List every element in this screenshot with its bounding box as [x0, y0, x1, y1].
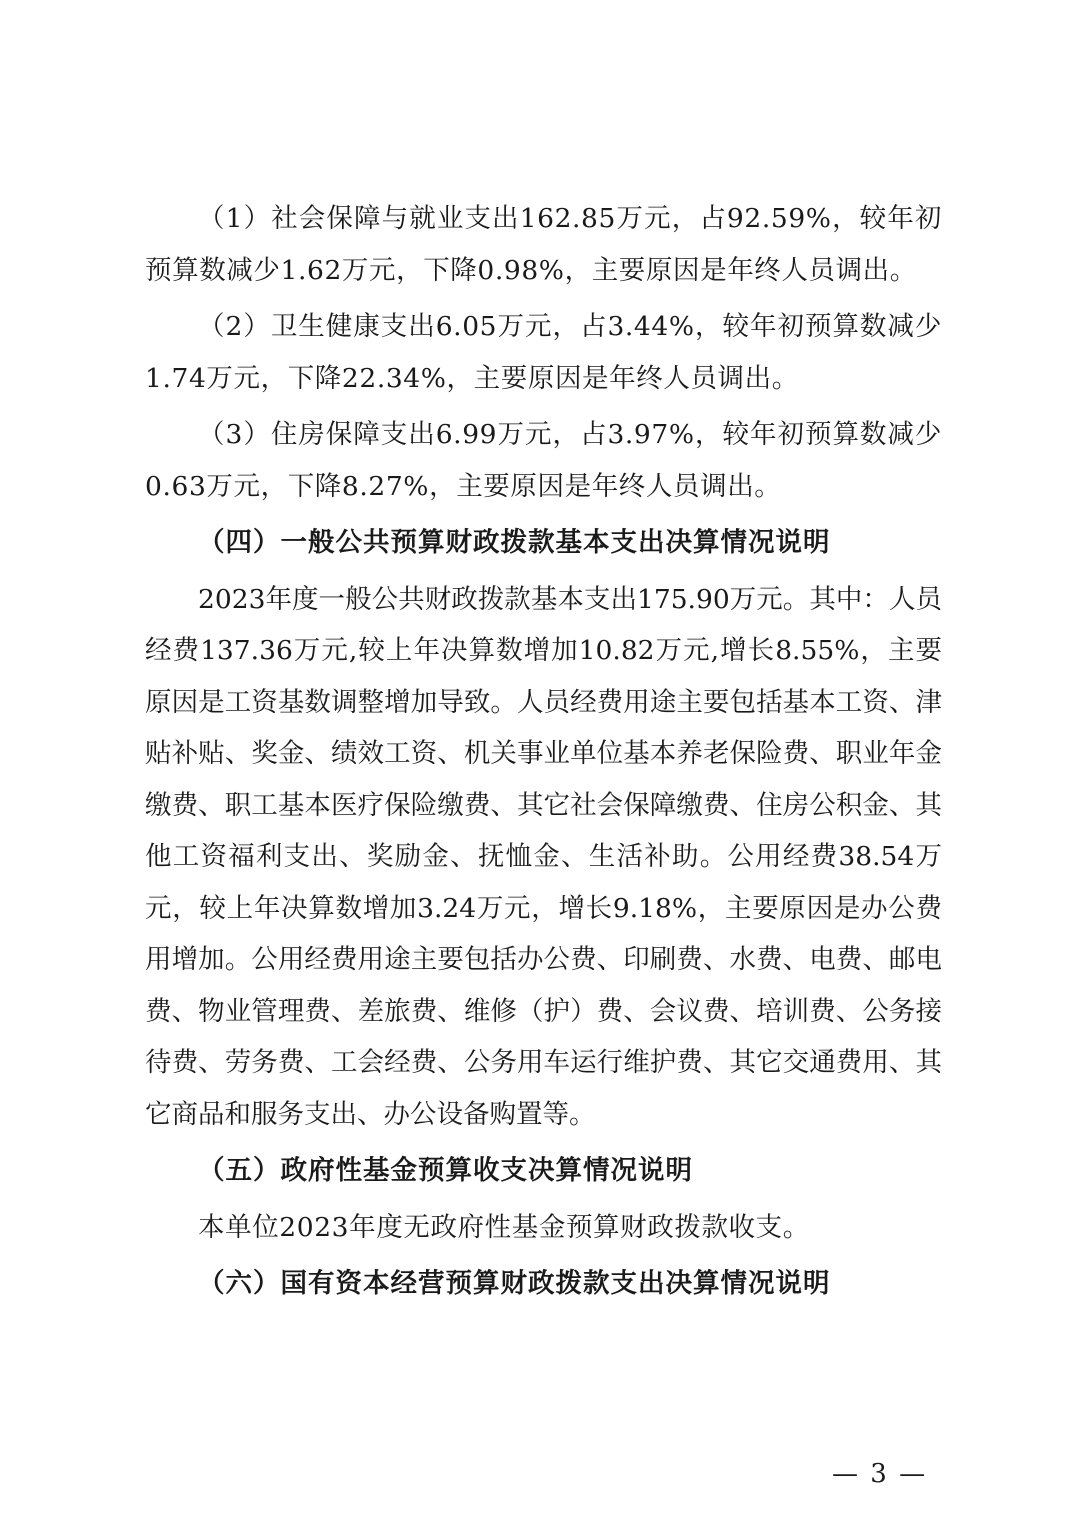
paragraph-social-security: （1）社会保障与就业支出162.85万元，占92.59%，较年初预算数减少1.62万元，下降0.98%，主要原因是年终人员调出。: [145, 203, 942, 286]
paragraph-housing: （3）住房保障支出6.99万元，占3.97%，较年初预算数减少0.63万元，下降8.27%，主要原因是年终人员调出。: [145, 419, 942, 502]
paragraph-basic-expenditure: 2023年度一般公共财政拨款基本支出175.90万元。其中：人员经费137.36万元,较上年决算数增加10.82万元,增长8.55%，主要原因是工资基数调整增加导致。人员经费用途主要包括基本工资、津贴补贴、奖金、绩效工资、机关事业单位基本养老保险费、职业年金缴费、职工基本医疗保险缴费、其它社会保障缴费、住房公积金、其他工资福利支出、奖励金、抚恤金、生活补助。公用经费38.54万元，较上年决算数增加3.24万元，增长9.18%，主要原因是办公费用增加。公用经费用途主要包括办公费、印刷费、水费、电费、邮电费、物业管理费、差旅费、维修（护）费、会议费、培训费、公务接待费、劳务费、工会经费、公务用车运行维护费、其它交通费用、其它商品和服务支出、办公设备购置等。: [145, 583, 942, 1130]
page-number: — 3 —: [832, 1459, 928, 1489]
section-heading-5: （五）政府性基金预算收支决算情况说明: [198, 1155, 693, 1186]
paragraph-government-fund: 本单位2023年度无政府性基金预算财政拨款收支。: [198, 1211, 810, 1243]
section-heading-6: （六）国有资本经营预算财政拨款支出决算情况说明: [198, 1268, 831, 1299]
section-heading-4: （四）一般公共预算财政拨款基本支出决算情况说明: [198, 527, 831, 558]
paragraph-health: （2）卫生健康支出6.05万元，占3.44%，较年初预算数减少1.74万元，下降22.34%，主要原因是年终人员调出。: [145, 311, 942, 394]
document-body: [145, 193, 942, 1315]
